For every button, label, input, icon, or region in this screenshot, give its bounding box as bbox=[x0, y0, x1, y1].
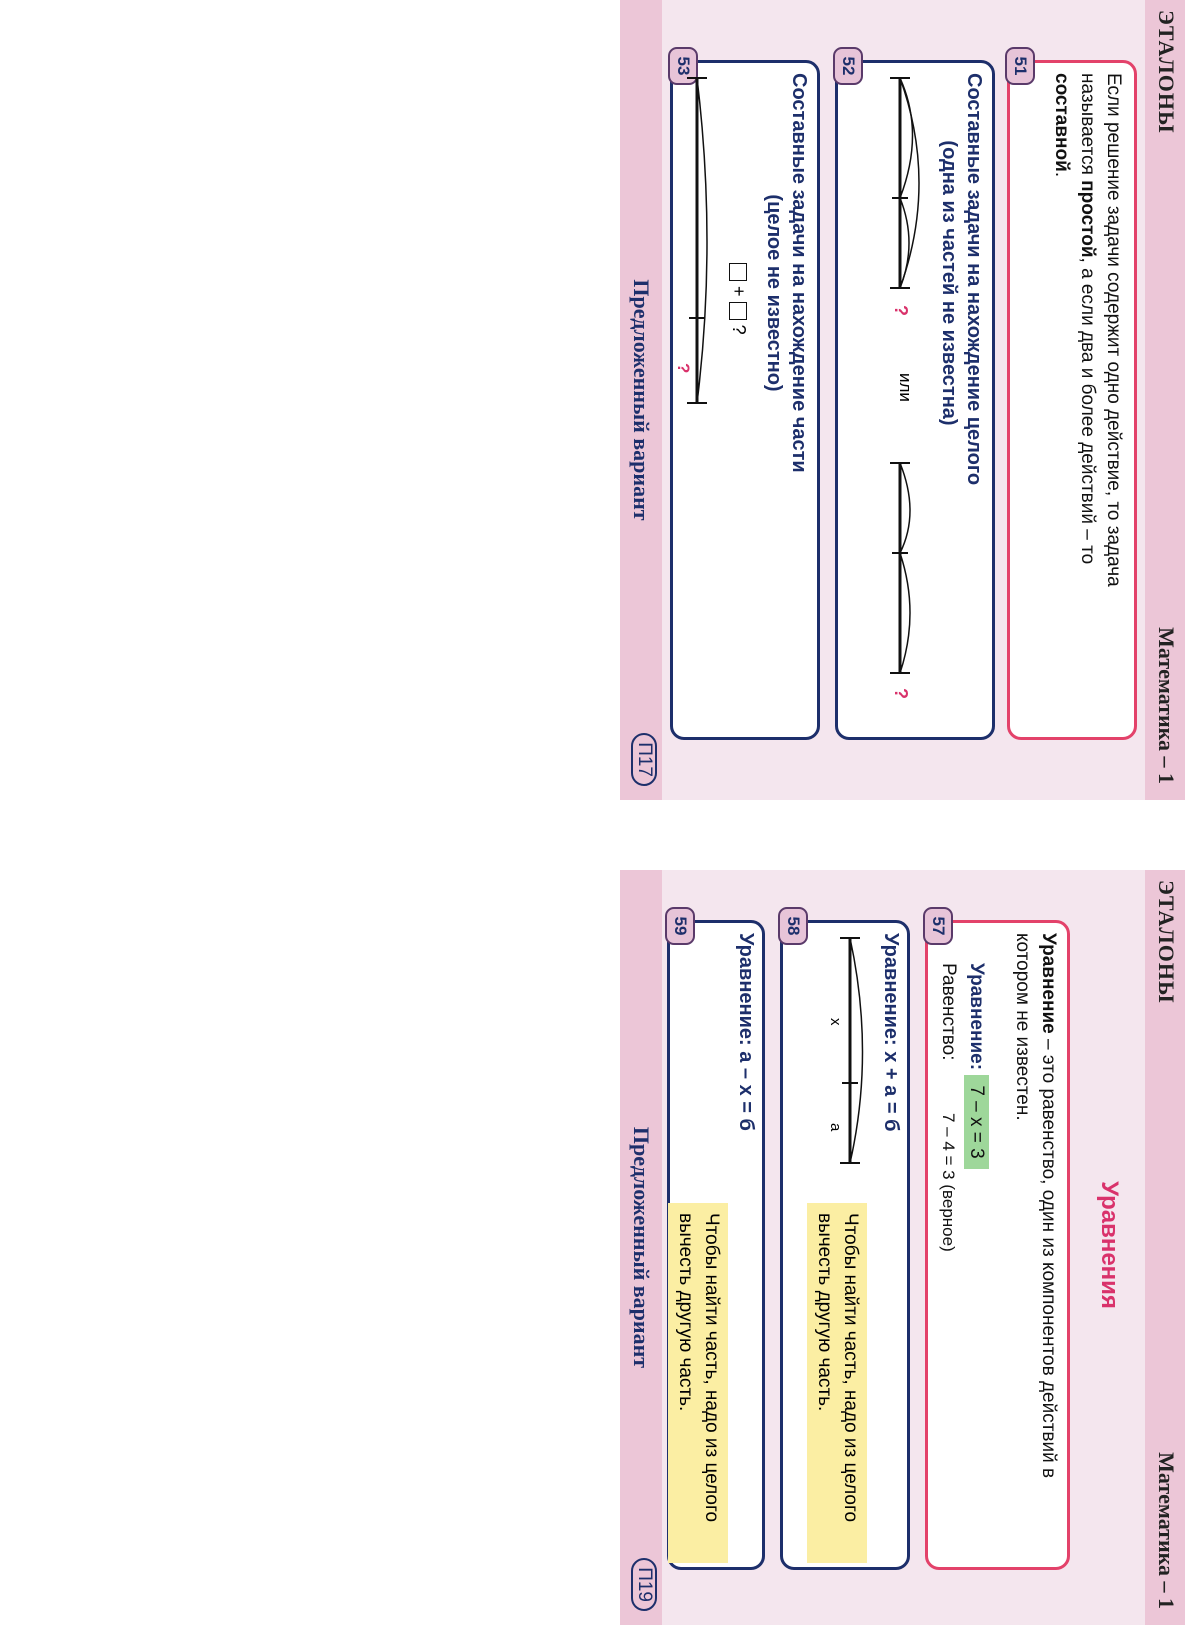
header-left: ЭТАЛОНЫ bbox=[1154, 10, 1179, 134]
page-code: П17 bbox=[631, 733, 657, 786]
card-number: 52 bbox=[833, 47, 863, 85]
label-x: x bbox=[827, 1018, 844, 1026]
plus-sign: + bbox=[729, 286, 749, 297]
title-line: Составные задачи на нахождение целого bbox=[963, 73, 985, 486]
definition-text: – это равенство, один из компонентов действий в котором не известен. bbox=[1012, 933, 1059, 1479]
equality-row bbox=[935, 963, 961, 1060]
segment-diagram bbox=[674, 73, 722, 493]
card-53 bbox=[670, 56, 820, 740]
sum-formula bbox=[728, 263, 749, 335]
segment-diagrams bbox=[840, 73, 930, 733]
equality-label: Равенство: bbox=[938, 963, 959, 1061]
card-number: 59 bbox=[665, 907, 695, 945]
title-line: (целое не известно) bbox=[763, 194, 785, 392]
label-a: a bbox=[827, 1123, 844, 1132]
footer-title: Предложенный вариант bbox=[629, 279, 654, 521]
page-header bbox=[1145, 0, 1185, 800]
page-header bbox=[1145, 870, 1185, 1625]
question-mark: ? bbox=[891, 305, 911, 316]
page-footer bbox=[620, 0, 662, 800]
section-title: Уравнения bbox=[1096, 1181, 1123, 1309]
equation-label: Уравнение: bbox=[966, 963, 987, 1071]
equation-example: 7 – x = 3 bbox=[964, 1075, 989, 1168]
or-label: или bbox=[896, 373, 915, 402]
text-part: . bbox=[1051, 171, 1072, 178]
text-part: Если решение задачи содержит одно действие, то задача называется bbox=[1077, 73, 1124, 587]
reference-page-top bbox=[620, 0, 1185, 800]
word-compound: составной bbox=[1051, 73, 1072, 172]
question-mark: ? bbox=[729, 324, 749, 335]
card-number: 57 bbox=[923, 907, 953, 945]
footer-title: Предложенный вариант bbox=[629, 1126, 654, 1369]
segment-diagram bbox=[827, 933, 875, 1193]
question-mark: ? bbox=[674, 363, 693, 374]
hint-box: Чтобы найти часть, надо из целого вычесть другую часть. bbox=[807, 1203, 867, 1563]
equality-examples bbox=[935, 1113, 961, 1252]
card-number: 53 bbox=[668, 47, 698, 85]
square-icon bbox=[729, 263, 747, 281]
card-52-title bbox=[936, 73, 986, 493]
reference-page-bottom bbox=[620, 870, 1185, 1625]
term: Уравнение bbox=[1038, 933, 1059, 1034]
page-footer bbox=[620, 870, 662, 1625]
card-59-title: Уравнение: a – x = б bbox=[735, 933, 757, 1131]
header-right: Математика – 1 bbox=[1154, 1452, 1179, 1609]
card-number: 51 bbox=[1005, 47, 1035, 85]
hint-box: Чтобы найти часть, надо из целого вычесть другую часть. bbox=[668, 1203, 728, 1563]
card-52 bbox=[835, 56, 995, 740]
equality-true: 7 – 4 = 3 (верное) bbox=[939, 1113, 958, 1252]
square-icon bbox=[729, 302, 747, 320]
definition bbox=[1009, 933, 1061, 1553]
card-53-title bbox=[761, 73, 811, 513]
card-51 bbox=[1007, 56, 1137, 740]
card-57 bbox=[925, 916, 1070, 1570]
equation-row bbox=[963, 963, 989, 1169]
card-58 bbox=[780, 916, 910, 1570]
card-58-title: Уравнение: x + a = б bbox=[880, 933, 902, 1132]
text-part: , а если два и более действий – то bbox=[1077, 257, 1098, 565]
page-code: П19 bbox=[631, 1558, 657, 1611]
question-mark: ? bbox=[891, 688, 911, 699]
card-51-text bbox=[1048, 73, 1126, 673]
header-right: Математика – 1 bbox=[1154, 627, 1179, 784]
card-59 bbox=[667, 916, 765, 1570]
word-simple: простой bbox=[1077, 180, 1098, 258]
title-line: (одна из частей не известна) bbox=[938, 140, 960, 426]
header-left: ЭТАЛОНЫ bbox=[1154, 880, 1179, 1004]
card-number: 58 bbox=[778, 907, 808, 945]
title-line: Составные задачи на нахождение части bbox=[788, 73, 810, 473]
